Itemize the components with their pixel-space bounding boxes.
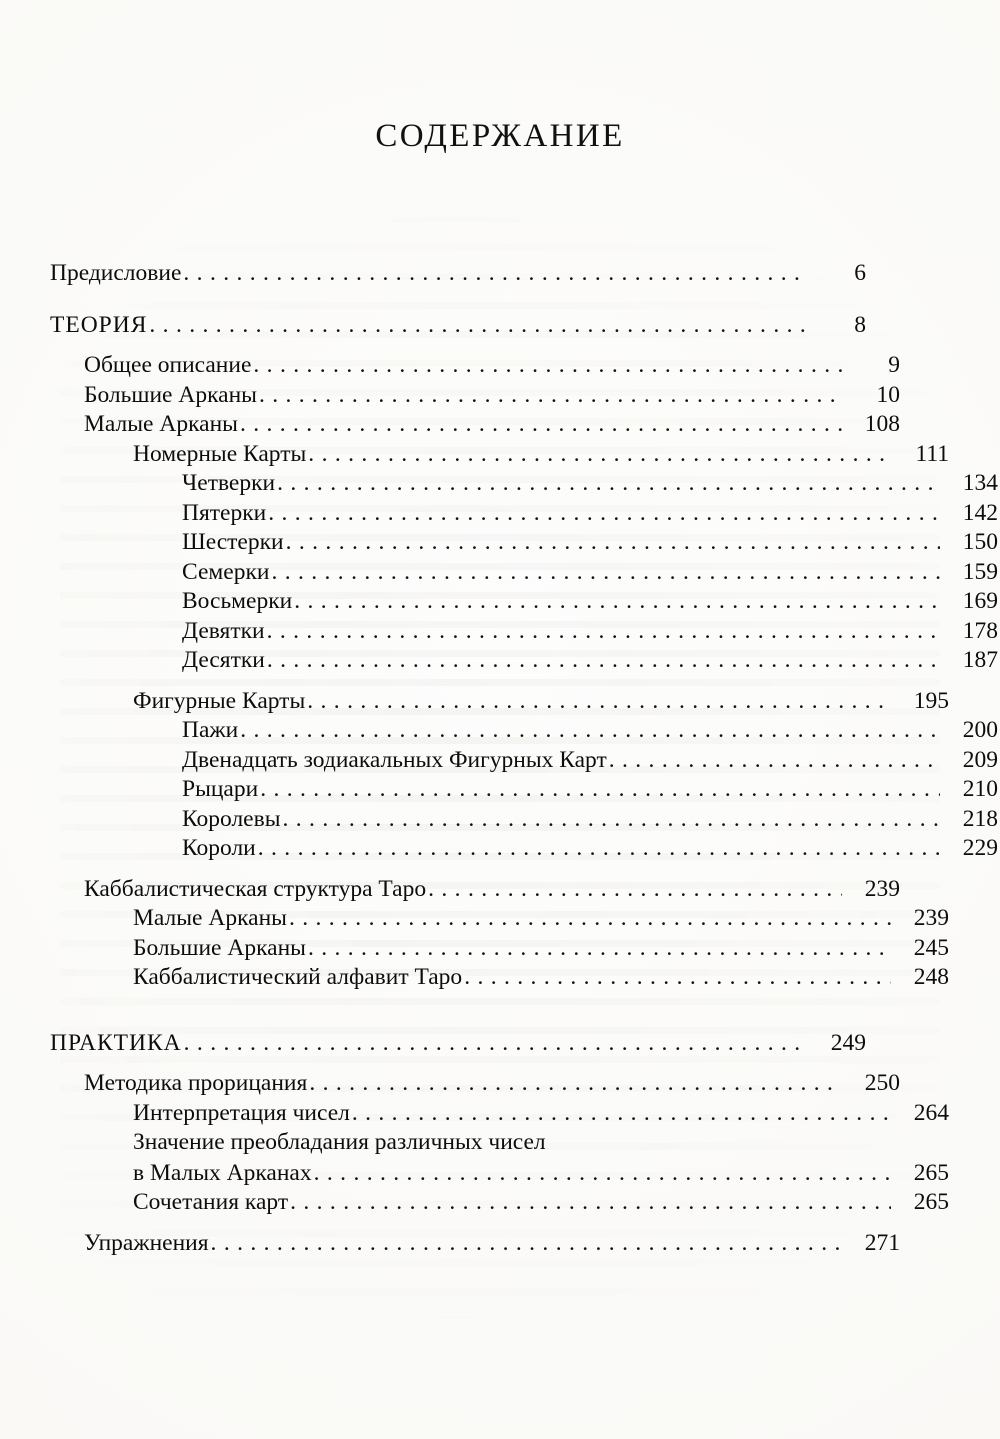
spacer — [50, 990, 866, 1032]
toc-entry-page: 218 — [962, 805, 998, 832]
dot-leader — [267, 657, 940, 673]
toc-entry-label: ПРАКТИКА — [50, 1029, 182, 1056]
toc-entry-page: 6 — [854, 260, 866, 286]
page-title: СОДЕРЖАНИЕ — [375, 118, 625, 154]
toc-entry-page: 239 — [864, 875, 900, 902]
toc-entry-label: Двенадцать зодиакальных Фигурных Карт — [182, 746, 607, 773]
toc-entry-page: 264 — [913, 1099, 949, 1126]
dot-leader — [258, 845, 940, 861]
toc-entry-page: 249 — [830, 1029, 866, 1056]
dot-leader — [308, 450, 891, 466]
toc-entry-fives[interactable] — [50, 499, 998, 526]
toc-entry-label: Большие Арканы — [133, 934, 306, 961]
toc-entry-fours[interactable] — [50, 472, 998, 496]
dot-leader — [184, 1039, 808, 1055]
toc-entry-label: Четверки — [182, 470, 276, 496]
toc-entry-label: Фигурные Карты — [133, 687, 306, 714]
toc-entry-page: 9 — [888, 352, 900, 378]
toc-entry-kings[interactable] — [50, 837, 998, 861]
toc-entry-numbered-cards[interactable] — [50, 440, 949, 467]
dot-leader — [267, 627, 940, 643]
toc-entry-major-arcana-kabbalah[interactable] — [50, 934, 949, 961]
toc-list — [50, 260, 998, 1256]
toc-entry-page: 159 — [962, 558, 998, 585]
toc-entry-page: 8 — [854, 311, 866, 338]
toc-entry-divination-method[interactable] — [50, 1072, 900, 1096]
toc-entry-kabbalistic-alphabet[interactable] — [50, 966, 949, 990]
toc-entry-page: 239 — [913, 905, 949, 931]
toc-entry-page: 250 — [864, 1070, 900, 1096]
toc-entry-page: 178 — [962, 617, 998, 644]
toc-entry-label: Девятки — [182, 617, 265, 644]
toc-entry-label: Пятерки — [182, 499, 267, 526]
dot-leader — [289, 915, 891, 931]
toc-entry-label: Малые Арканы — [84, 411, 238, 437]
toc-entry-minor-arcana[interactable] — [50, 413, 900, 437]
dot-leader — [609, 756, 940, 772]
dot-leader — [286, 539, 940, 555]
toc-entry-label: Предисловие — [50, 260, 182, 286]
toc-entry-eights[interactable] — [50, 590, 998, 614]
dot-leader — [283, 815, 941, 831]
dot-leader — [271, 568, 940, 584]
spacer — [50, 861, 866, 878]
dot-leader — [253, 362, 842, 378]
toc-entry-label: Каббалистическая структура Таро — [84, 875, 427, 902]
dot-leader — [149, 321, 808, 337]
spacer — [50, 1215, 866, 1232]
dot-leader — [259, 391, 842, 407]
toc-entry-page: 142 — [962, 499, 998, 526]
dot-leader — [352, 1109, 891, 1125]
toc-entry-page: 271 — [864, 1229, 900, 1256]
toc-entry-label: Интерпретация чисел — [133, 1099, 350, 1126]
toc-entry-twelve-zodiacal-court-cards[interactable] — [50, 746, 998, 773]
toc-entry-label: Номерные Карты — [133, 440, 307, 467]
toc-entry-exercises[interactable] — [50, 1229, 900, 1256]
toc-entry-number-predominance[interactable] — [50, 1131, 949, 1185]
spacer — [50, 673, 866, 690]
dot-leader — [464, 974, 891, 990]
toc-entry-pages[interactable] — [50, 719, 998, 743]
toc-entry-page: 229 — [962, 835, 998, 861]
toc-entry-kabbalistic-structure[interactable] — [50, 875, 900, 902]
toc-entry-page: 265 — [913, 1159, 949, 1186]
dot-leader — [240, 727, 940, 743]
toc-entry-page: 187 — [962, 647, 998, 673]
toc-entry-page: 200 — [962, 717, 998, 743]
toc-entry-label: Каббалистический алфавит Таро — [133, 964, 463, 990]
toc-entry-sevens[interactable] — [50, 558, 998, 585]
toc-entry-nines[interactable] — [50, 617, 998, 644]
toc-entry-page: 111 — [915, 440, 949, 467]
toc-entry-label: Сочетания карт — [133, 1189, 289, 1215]
toc-entry-card-combinations[interactable] — [50, 1191, 949, 1215]
toc-entry-general-description[interactable] — [50, 354, 900, 378]
toc-entry-label: Рыцари — [182, 776, 259, 802]
toc-entry-theory-section[interactable] — [50, 311, 866, 338]
toc-entry-page: 210 — [962, 776, 998, 802]
toc-entry-label: Малые Арканы — [133, 905, 287, 931]
toc-entry-page: 134 — [962, 470, 998, 496]
toc-entry-label: Упражнения — [84, 1229, 209, 1256]
toc-entry-label: в Малых Арканах — [133, 1159, 312, 1186]
dot-leader — [308, 944, 891, 960]
toc-entry-label-line1: Значение преобладания различных чисел — [133, 1129, 546, 1155]
spacer — [50, 286, 866, 314]
toc-entry-label: Большие Арканы — [84, 381, 257, 408]
dot-leader — [290, 1199, 891, 1215]
toc-entry-page: 108 — [864, 411, 900, 437]
dot-leader — [428, 885, 842, 901]
toc-entry-label: Восьмерки — [182, 588, 293, 614]
toc-entry-number-interpretation[interactable] — [50, 1099, 949, 1126]
dot-leader — [314, 1169, 891, 1185]
toc-entry-label: Шестерки — [182, 529, 284, 555]
toc-entry-major-arcana[interactable] — [50, 381, 900, 408]
toc-entry-page: 248 — [913, 964, 949, 990]
toc-entry-practice-section[interactable] — [50, 1029, 866, 1056]
toc-entry-page: 245 — [913, 934, 949, 961]
toc-entry-page: 265 — [913, 1189, 949, 1215]
toc-entry-queens[interactable] — [50, 805, 998, 832]
toc-entry-page: 195 — [913, 687, 949, 714]
dot-leader — [211, 1239, 842, 1255]
toc-entry-label: Семерки — [182, 558, 270, 585]
dot-leader — [240, 421, 842, 437]
toc-entry-tens[interactable] — [50, 649, 998, 673]
toc-entry-page: 209 — [962, 746, 998, 773]
dot-leader — [294, 598, 940, 614]
dot-leader — [307, 697, 891, 713]
toc-entry-page: 10 — [876, 381, 900, 408]
toc-entry-label: Пажи — [182, 717, 239, 743]
toc-entry-label: Короли — [182, 835, 256, 861]
toc-entry-preface[interactable] — [50, 262, 866, 286]
dot-leader — [277, 480, 940, 496]
toc-entry-knights[interactable] — [50, 778, 998, 802]
toc-entry-label: ТЕОРИЯ — [50, 311, 148, 338]
dot-leader — [309, 1080, 842, 1096]
toc-entry-court-cards[interactable] — [50, 687, 949, 714]
toc-entry-label: Общее описание — [84, 352, 252, 378]
toc-entry-sixes[interactable] — [50, 531, 998, 555]
toc-entry-line2 — [133, 1159, 949, 1186]
dot-leader — [183, 270, 808, 286]
toc-entry-minor-arcana-kabbalah[interactable] — [50, 907, 949, 931]
dot-leader — [268, 509, 940, 525]
dot-leader — [260, 786, 940, 802]
toc-entry-page: 169 — [962, 588, 998, 614]
toc-entry-label: Методика прорицания — [84, 1070, 308, 1096]
toc-entry-label: Десятки — [182, 647, 265, 673]
toc-entry-page: 150 — [962, 529, 998, 555]
toc-entry-label: Королевы — [182, 805, 281, 832]
